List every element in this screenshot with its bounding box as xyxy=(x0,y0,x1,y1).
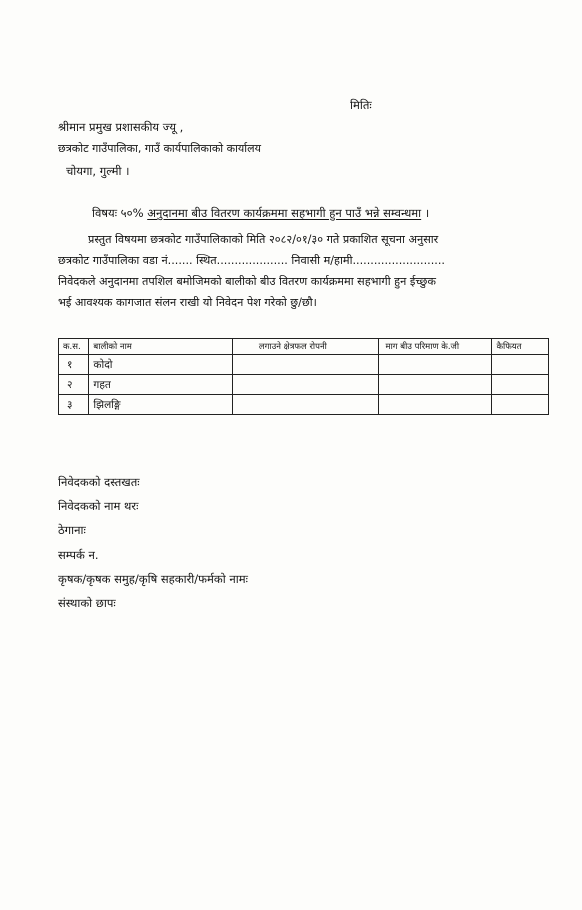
cell-crop-name: कोदो xyxy=(89,355,232,375)
cell-area[interactable] xyxy=(232,395,379,415)
table-row xyxy=(59,375,549,395)
cell-seed-quantity[interactable] xyxy=(379,395,492,415)
header-remarks: कैफियत xyxy=(492,339,549,355)
subject-end: । xyxy=(424,206,430,220)
signature-field-label: निवेदकको दस्तखतः xyxy=(58,475,140,489)
table-row xyxy=(59,355,549,375)
cell-crop-name: झिलङ्गि xyxy=(89,395,232,415)
subject-percent: ५०% xyxy=(120,206,144,220)
address-field-label: ठेगानाः xyxy=(58,523,86,538)
cell-seed-quantity[interactable] xyxy=(379,375,492,395)
body-line-2: छत्रकोट गाउँपालिका वडा नं....... स्थित.................... निवासी म/हामी.......................... xyxy=(58,254,445,267)
body-line-1: प्रस्तुत विषयमा छत्रकोट गाउँपालिकाको मिति २०८२/०१/३० गते प्रकाशित सूचना अनुसार xyxy=(88,233,439,246)
name-field-label: निवेदकको नाम थरः xyxy=(58,499,139,514)
table-header-row xyxy=(59,339,549,355)
cell-serial: ३ xyxy=(59,395,89,415)
cell-seed-quantity[interactable] xyxy=(379,355,492,375)
addressee-line-1: श्रीमान प्रमुख प्रशासकीय ज्यू , xyxy=(58,120,184,134)
body-line-4: भई आवश्यक कागजात संलन राखी यो निवेदन पेश गरेको छु/छौ। xyxy=(58,296,317,309)
cell-crop-name: गहत xyxy=(89,375,232,395)
header-crop-name: बालीको नाम xyxy=(89,339,232,355)
cell-area[interactable] xyxy=(232,375,379,395)
cell-remarks[interactable] xyxy=(492,355,549,375)
cell-remarks[interactable] xyxy=(492,395,549,415)
subject-text: अनुदानमा बीउ वितरण कार्यक्रममा सहभागी हुन पाउँ भन्ने सम्वन्धमा xyxy=(147,206,422,220)
body-paragraph xyxy=(58,229,538,313)
cell-area[interactable] xyxy=(232,355,379,375)
subject-line xyxy=(92,206,429,220)
crop-table xyxy=(58,338,549,415)
applicant-details xyxy=(58,470,248,615)
header-serial: क.स. xyxy=(59,339,89,355)
table-row xyxy=(59,395,549,415)
subject-label: विषयः xyxy=(92,206,118,220)
farmer-group-field-label: कृषक/कृषक समुह/कृषि सहकारी/फर्मको नामः xyxy=(58,571,248,586)
addressee-line-3: चोयगा, गुल्मी । xyxy=(66,164,130,178)
contact-field-label: सम्पर्क न. xyxy=(58,547,99,562)
header-seed-quantity: माग बीउ परिमाण के.जी xyxy=(379,339,492,355)
cell-serial: १ xyxy=(59,355,89,375)
cell-serial: २ xyxy=(59,375,89,395)
cell-remarks[interactable] xyxy=(492,375,549,395)
date-label: मितिः xyxy=(350,98,372,112)
header-area: लगाउने क्षेत्रफल रोपनी xyxy=(232,339,379,355)
stamp-field-label: संस्थाको छापः xyxy=(58,595,116,610)
addressee-line-2: छत्रकोट गाउँपालिका, गाउँ कार्यपालिकाको कार्यालय xyxy=(58,142,261,155)
body-line-3: निवेदकले अनुदानमा तपशिल बमोजिमको बालीको बीउ वितरण कार्यक्रममा सहभागी हुन ईच्छुक xyxy=(58,275,436,288)
